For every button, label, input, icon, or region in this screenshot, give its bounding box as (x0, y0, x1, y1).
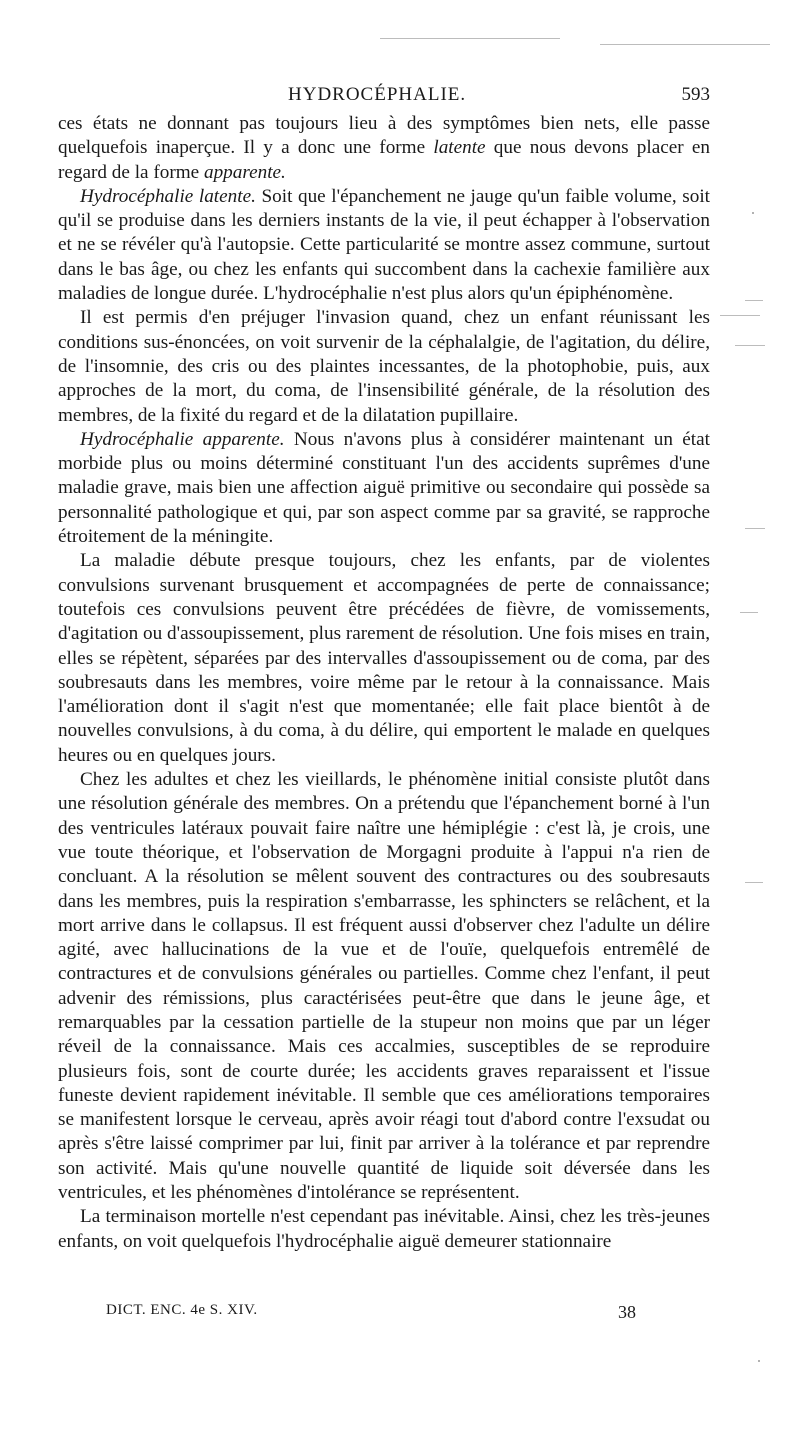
scan-noise-margin (745, 528, 765, 529)
page-footer (58, 1302, 710, 1326)
signature-folio: 38 (618, 1302, 636, 1322)
italic-run: Hydrocéphalie apparente. (80, 428, 285, 450)
text-run: que nous devons placer en regard de la forme (58, 137, 710, 183)
scan-noise-margin (720, 315, 760, 316)
printer-signature: DICT. ENC. 4e S. XIV. (106, 1302, 258, 1318)
paragraph (58, 768, 710, 1205)
scan-noise-dot (758, 1360, 760, 1362)
paragraph (58, 428, 710, 549)
text-run: Nous n'avons plus à considérer maintenant un état morbide plus ou moins déterminé constituant l'un des accidents suprêmes d'une maladie grave, mais bien une affection aiguë primitive ou secondaire qui possède sa personnalité pathologique et qui, par son aspect comme par sa gravité, se rapproche étroitement de la méningite. (58, 428, 710, 548)
scan-noise-top-right (600, 44, 770, 45)
paragraph (58, 306, 710, 427)
paragraph (58, 112, 710, 185)
text-run: La maladie débute presque toujours, chez les enfants, par de violentes convulsions survenant brusquement et accompagnées de perte de connaissance; toutefois ces convulsions peuvent être précédées de fièvre, de vomissements, d'agitation ou d'assoupissement, plus rarement de résolution. Une fois mises en train, elles se répètent, séparées par des intervalles d'assoupissement ou de coma, par des soubresauts dans les membres, voire même par le retour à la connaissance. Mais l'amélioration dont il s'agit n'est que momentanée; elle fait place bientôt à de nouvelles convulsions, à du coma, à du délire, qui emportent le malade en quelques heures ou en quelques jours. (58, 550, 710, 766)
page-number: 593 (681, 84, 710, 105)
text-run: Soit que l'épanchement ne jauge qu'un faible volume, soit qu'il se produise dans les derniers instants de la vie, il peut échapper à l'observation et ne se révéler qu'à l'autopsie. Cette particularité se montre assez commune, surtout dans le bas âge, ou chez les enfants qui succombent dans la cachexie familière aux maladies de longue durée. L'hydrocéphalie n'est plus alors qu'un épiphénomène. (58, 185, 710, 305)
paragraph (58, 549, 710, 768)
running-title: HYDROCÉPHALIE. (288, 84, 467, 105)
scan-noise-margin (740, 612, 758, 613)
italic-run: latente (433, 137, 486, 159)
paragraph (58, 185, 710, 306)
scan-noise-margin (745, 300, 763, 301)
text-run: La terminaison mortelle n'est cependant pas inévitable. Ainsi, chez les très-jeunes enfants, on voit quelquefois l'hydrocéphalie aiguë demeurer stationnaire (58, 1206, 710, 1252)
scan-noise-top (380, 38, 560, 39)
text-run: ces états ne donnant pas toujours lieu à des symptômes bien nets, elle passe quelquefois inaperçue. Il y a donc une forme (58, 113, 710, 159)
scan-noise-margin (735, 345, 765, 346)
text-run: Il est permis d'en préjuger l'invasion quand, chez un enfant réunissant les conditions sus-énoncées, on voit survenir de la céphalalgie, de l'agitation, du délire, de l'insomnie, des cris ou des plaintes incessantes, de la photophobie, puis, aux approches de la mort, du coma, de l'insensibilité générale, de la résolution des membres, de la fixité du regard et de la dilatation pupillaire. (58, 307, 710, 426)
italic-run: Hydrocéphalie latente. (80, 185, 256, 207)
body-text (58, 112, 710, 1254)
italic-run: apparente. (203, 161, 286, 183)
running-header (58, 84, 710, 110)
paragraph (58, 1205, 710, 1254)
scan-noise-margin (745, 882, 763, 883)
scan-noise-dot (752, 212, 754, 214)
text-run: Chez les adultes et chez les vieillards, le phénomène initial consiste plutôt dans une résolution générale des membres. On a prétendu que l'épanchement borné à l'un des ventricules latéraux pouvait faire naître une hémiplégie : c'est là, je crois, une vue toute théorique, et l'observation de Morgagni produite à l'appui n'a rien de concluant. A la résolution se mêlent souvent des contractures ou des soubresauts dans les membres, puis la respiration s'embarrasse, les sphincters se relâchent, et la mort arrive dans le collapsus. Il est fréquent aussi d'observer chez l'adulte un délire agité, avec hallucinations de la vue et de l'ouïe, quelquefois entremêlé de contractures et de convulsions générales ou partielles. Comme chez l'enfant, il peut advenir des rémissions, plus caractérisées peut-être que dans le jeune âge, et remarquables par la cessation partielle de la stupeur non moins que par un léger réveil de la connaissance. Mais ces accalmies, susceptibles de se reproduire plusieurs fois, sont de courte durée; les accidents graves reparaissent et l'issue funeste devient rapidement inévitable. Il semble que ces améliorations temporaires se manifestent lorsque le cerveau, après avoir réagi tout d'abord contre l'exsudat ou après s'être laissé comprimer par lui, finit par arriver à la tolérance et par reprendre son activité. Mais qu'une nouvelle quantité de liquide soit déversée dans les ventricules, et les phénomènes d'intolérance se représentent. (58, 769, 710, 1204)
